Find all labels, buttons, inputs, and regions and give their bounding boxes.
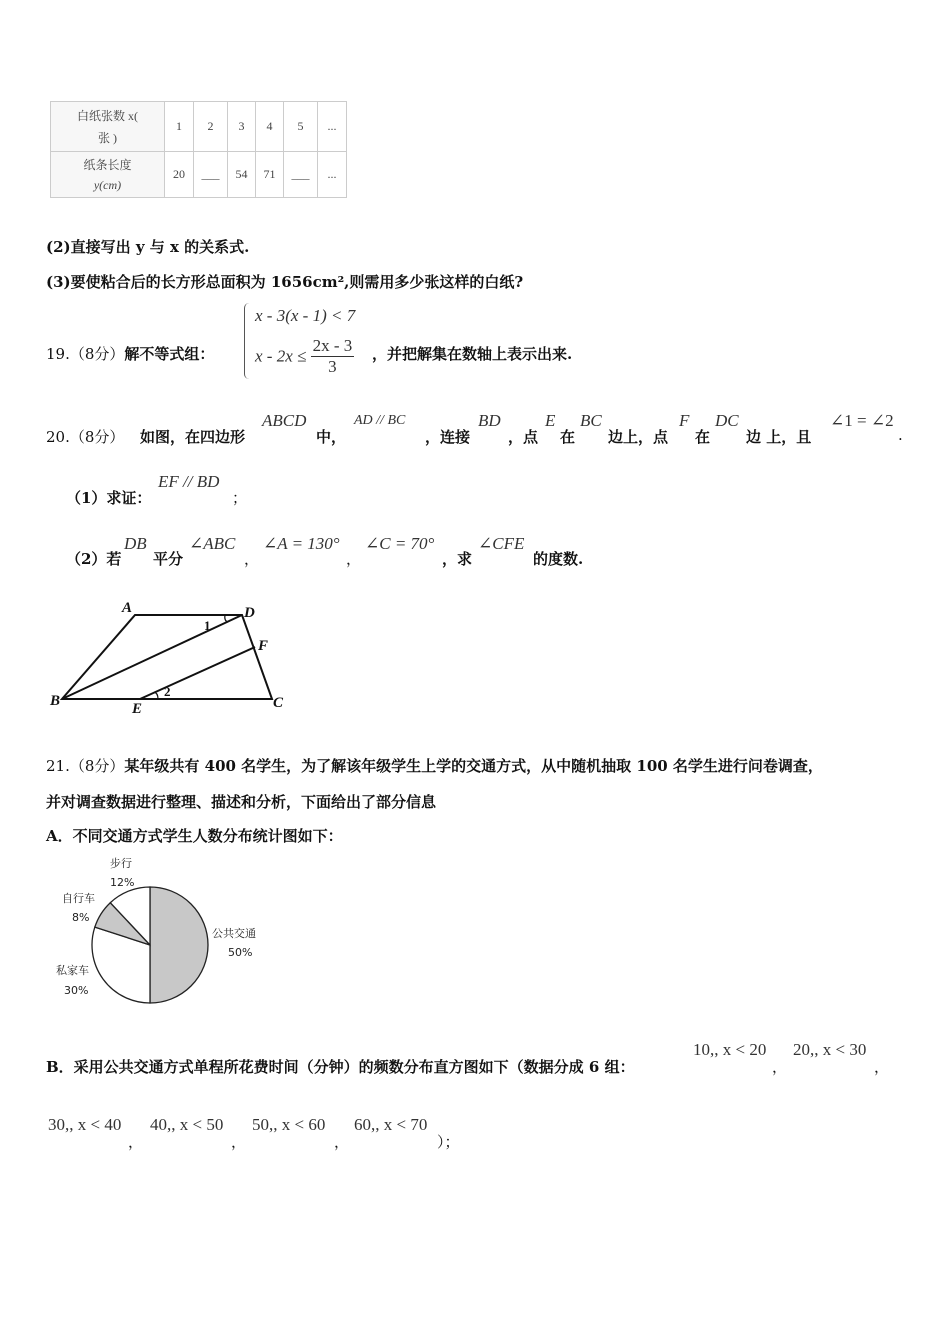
slice-label-public: 公共交通 [212,927,256,940]
q20-text: 在 [695,428,711,446]
question-number: 19. [46,345,70,363]
q20-text: . [898,426,903,444]
angle1-label: 1 [204,618,211,633]
fraction [311,336,355,377]
slice-label-bicycle: 自行车 [62,892,95,905]
label-c: C [273,695,284,711]
paper-count-table [50,101,347,198]
math: x - 3(x - 1) < 7 [255,306,356,325]
question-score: （8分） [69,757,125,775]
math: ∠1 = ∠2 [830,411,894,430]
math: BC [580,411,602,430]
group-6: 60,, x < 70 [354,1115,428,1134]
q19-prefix: 解不等式组： [124,345,215,363]
q20-number [46,426,124,447]
table-cell: 4 [256,102,284,152]
math: BD [478,411,501,430]
q20-text: 中， [316,428,347,446]
label-f: F [258,638,269,654]
q19-ineq1 [255,306,355,326]
closing: ）； [437,1133,460,1151]
table-cell: 54 [228,152,256,198]
q19-ineq2 [255,336,354,377]
quadrilateral-figure [40,595,300,720]
angle2-label: 2 [164,684,171,699]
math: F [679,411,690,430]
group-5: 50,, x < 60 [252,1115,326,1134]
q20-text: ，求 [442,550,473,568]
math: ∠CFE [478,534,525,553]
slice-percent-bicycle: 8% [72,911,90,924]
slice-label-walk: 步行 [110,857,132,870]
denominator: 3 [328,357,337,376]
group-3: 30,, x < 40 [48,1115,122,1134]
table-cell: 1 [165,102,194,152]
q20-text: 在 [560,428,576,446]
table-cell: ___ [284,152,318,198]
label-a: A [122,600,133,616]
label-e: E [132,701,143,717]
slice-percent-walk: 12% [110,876,135,889]
header-text: y(cm) [93,177,122,192]
math: AD // BC [354,413,406,428]
table-row [51,102,347,152]
table-cell: ... [318,102,347,152]
header-text: 张 ) [98,130,117,145]
pie-slices [92,887,208,1003]
q21-number [46,755,823,776]
table-header-cell [51,102,165,152]
q20-text: ； [232,489,248,507]
question-score: （8分） [69,345,125,363]
group-1: 10,, x < 20 [693,1040,767,1059]
q21-partA: A．不同交通方式学生人数分布统计图如下： [46,827,343,845]
math: ∠A = 130° [263,534,340,553]
q18-part3: (3)要使粘合后的长方形总面积为 1656cm²,则需用多少张这样的白纸? [46,273,524,291]
table-cell: 5 [284,102,318,152]
segment-bd [62,615,242,699]
math: E [545,411,556,430]
math: EF // BD [158,472,220,491]
math: ABCD [262,411,307,430]
header-text: 纸条长度 [83,157,132,172]
q20-text: ， [244,550,260,568]
question-number: 21. [46,757,70,775]
q19-suffix: ，并把解集在数轴上表示出来. [372,345,573,363]
table-cell: ... [318,152,347,198]
q21-partB: B．采用公共交通方式单程所花费时间（分钟）的频数分布直方图如下（数据分成 6 组： [46,1058,635,1076]
separator: ， [334,1133,350,1151]
q21-line2: 并对调查数据进行整理、描述和分析，下面给出了部分信息 [46,793,437,811]
q20-text: ，连接 [425,428,471,446]
math: DC [715,411,739,430]
q20-text: 的度数. [533,550,584,568]
numerator: 2x - 3 [312,336,353,355]
separator: ， [772,1058,788,1076]
q20-text: 边上，点 [608,428,669,446]
slice-label-private-car: 私家车 [56,964,89,977]
q20-text: ， [346,550,362,568]
q20-text: 边 上，且 [746,428,812,446]
math: x - 2x ≤ [255,346,307,366]
q20-part1-label: （1）求证： [66,489,152,507]
group-4: 40,, x < 50 [150,1115,224,1134]
table-row [51,152,347,198]
separator: ， [874,1058,890,1076]
q21-line1: 某年级共有 400 名学生，为了解该年级学生上学的交通方式，从中随机抽取 100 名学生进行问卷调查， [124,757,823,775]
transport-pie-chart [40,850,290,1010]
q19-number [46,343,214,364]
question-number: 20. [46,428,70,446]
slice-percent-public: 50% [228,946,253,959]
header-text: 白纸张数 x( [77,108,138,123]
q20-text: ，点 [508,428,539,446]
table-cell: 20 [165,152,194,198]
group-2: 20,, x < 30 [793,1040,867,1059]
q20-text: 平分 [153,550,184,568]
slice-percent-private-car: 30% [64,984,89,997]
q18-part2: (2)直接写出 y 与 x 的关系式. [46,238,250,256]
table-cell: 2 [194,102,228,152]
question-score: （8分） [69,428,125,446]
label-b: B [50,693,61,709]
pie-slice-0 [150,887,208,1003]
separator: ， [231,1133,247,1151]
table-cell: ___ [194,152,228,198]
label-d: D [244,605,255,621]
separator: ， [128,1133,144,1151]
table-cell: 3 [228,102,256,152]
math: DB [124,534,147,553]
q20-text: 如图，在四边形 [140,428,246,446]
brace [244,303,249,379]
q20-part2-label: （2）若 [66,550,122,568]
table-header-cell [51,152,165,198]
math: ∠ABC [189,534,236,553]
table-cell: 71 [256,152,284,198]
math: ∠C = 70° [365,534,435,553]
